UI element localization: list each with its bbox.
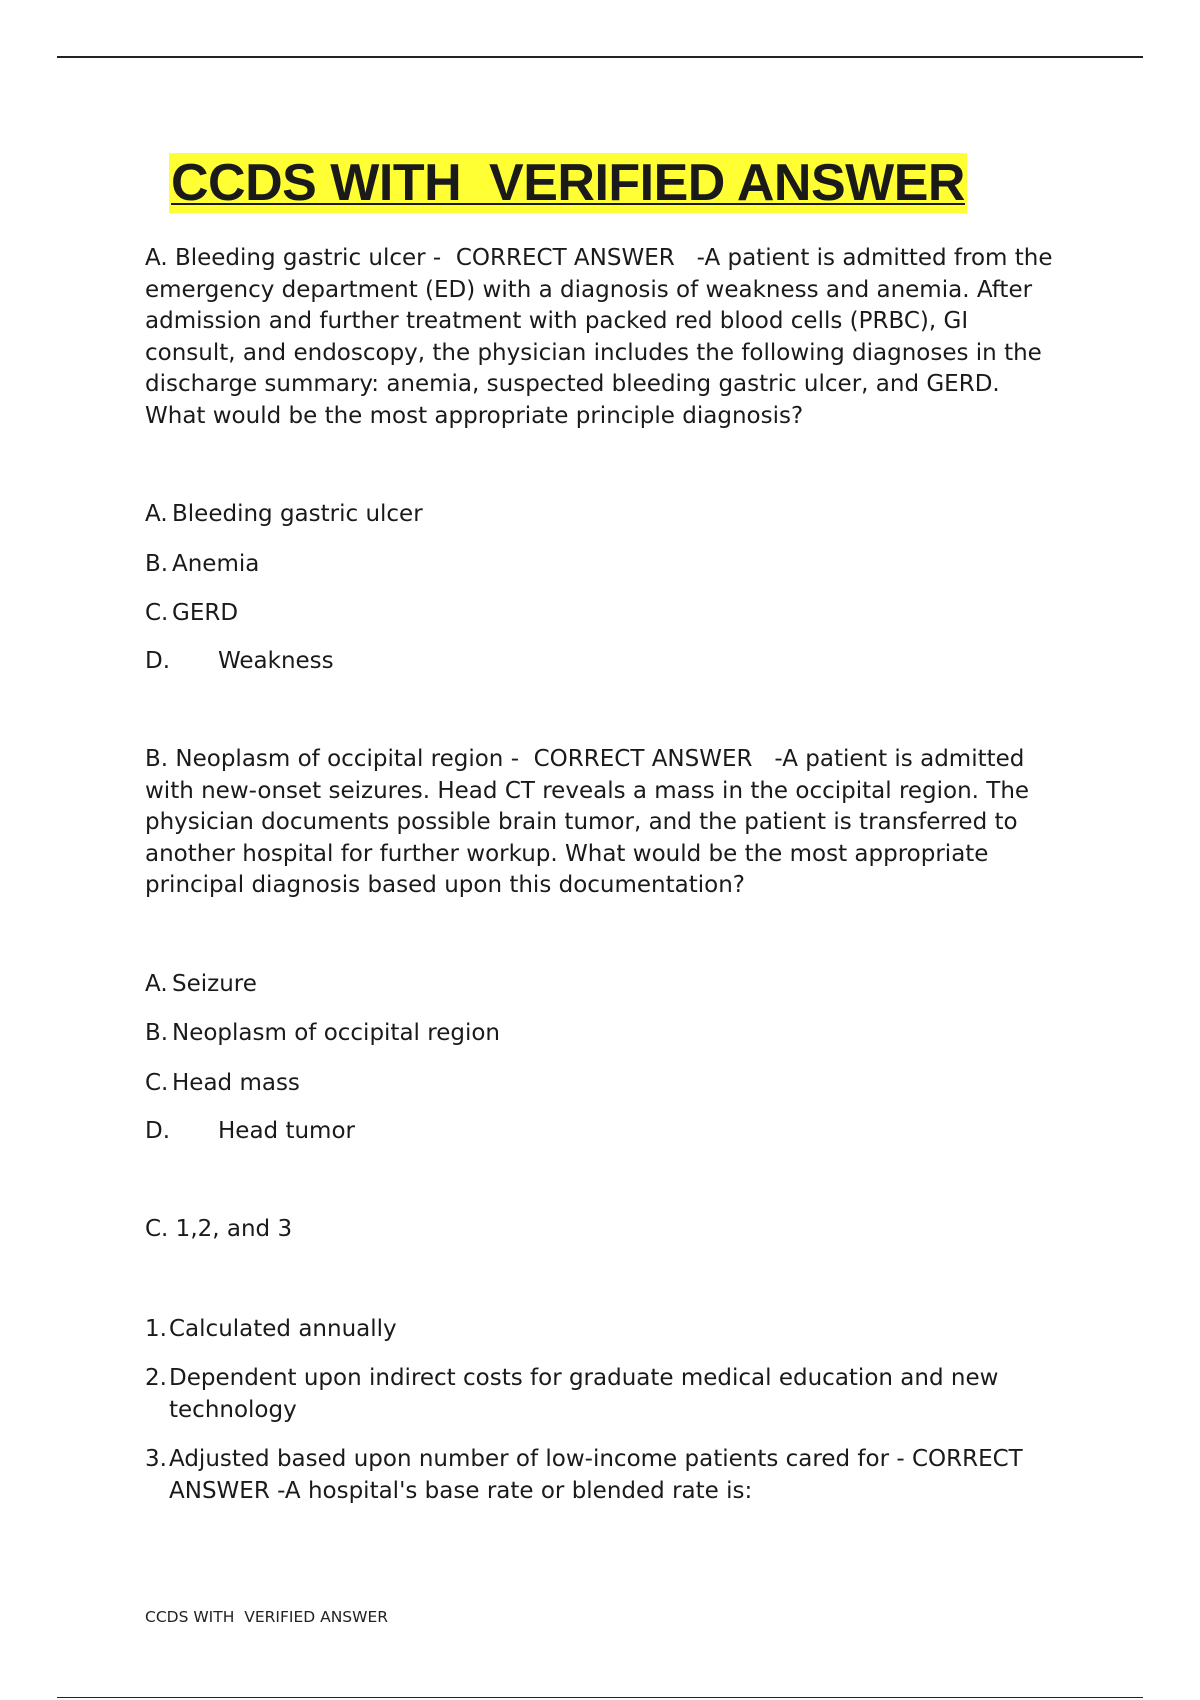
option-text: Bleeding gastric ulcer [172, 501, 423, 527]
item-number: 2. [145, 1365, 167, 1391]
option-letter: C. [145, 600, 169, 626]
question-2-text: B. Neoplasm of occipital region - CORRECT ANSWER -A patient is admitted with new-onset seizures. Head CT reveals a mass in the occipital region. The physician documents possible brain tumor, and the patient is transferred to another hospital for further workup. What would be the most appropriate principal diagnosis based upon this documentation? [145, 746, 1037, 898]
option-letter: A. [145, 971, 168, 997]
q1-option-d [145, 646, 334, 677]
option-text: Seizure [172, 971, 257, 997]
q1-option-b [145, 549, 259, 580]
item-number: 3. [145, 1446, 167, 1472]
document-title: CCDS WITH VERIFIED ANSWER [171, 154, 965, 212]
item-number: 1. [145, 1316, 167, 1342]
question-1-text: A. Bleeding gastric ulcer - CORRECT ANSWER -A patient is admitted from the emergency department (ED) with a diagnosis of weakness and anemia. After admission and further treatment with packed red blood cells (PRBC), GI consult, and endoscopy, the physician includes the following diagnoses in the discharge summary: anemia, suspected bleeding gastric ulcer, and GERD. What would be the most appropriate principle diagnosis? [145, 245, 1060, 429]
item-text: Dependent upon indirect costs for graduate medical education and new technology [169, 1365, 999, 1423]
option-letter: A. [145, 501, 168, 527]
option-letter: B. [145, 551, 169, 577]
option-letter: D. [145, 1118, 171, 1144]
q1-option-a [145, 499, 423, 530]
option-text: Anemia [172, 551, 260, 577]
q3-item-2 [145, 1362, 1075, 1426]
q3-item-1 [145, 1313, 1075, 1345]
item-text: Calculated annually [169, 1316, 397, 1342]
q2-option-a [145, 969, 257, 1000]
q3-item-3 [145, 1443, 1075, 1507]
option-text: Neoplasm of occipital region [172, 1020, 500, 1046]
option-text: Weakness [218, 648, 334, 674]
q1-option-c [145, 598, 238, 629]
option-text: Head mass [172, 1070, 300, 1096]
q2-option-d [145, 1116, 355, 1147]
option-text: GERD [172, 600, 239, 626]
bottom-rule [57, 1697, 1143, 1698]
q2-option-c [145, 1068, 300, 1099]
q2-option-b [145, 1018, 500, 1049]
option-letter: D. [145, 648, 171, 674]
item-text: Adjusted based upon number of low-income patients cared for - CORRECT ANSWER -A hospital's base rate or blended rate is: [169, 1446, 1023, 1504]
option-letter: C. [145, 1070, 169, 1096]
page-footer: CCDS WITH VERIFIED ANSWER [145, 1608, 389, 1626]
option-letter: B. [145, 1020, 169, 1046]
question-3-text: C. 1,2, and 3 [145, 1216, 293, 1242]
top-rule [57, 56, 1143, 58]
option-text: Head tumor [218, 1118, 355, 1144]
